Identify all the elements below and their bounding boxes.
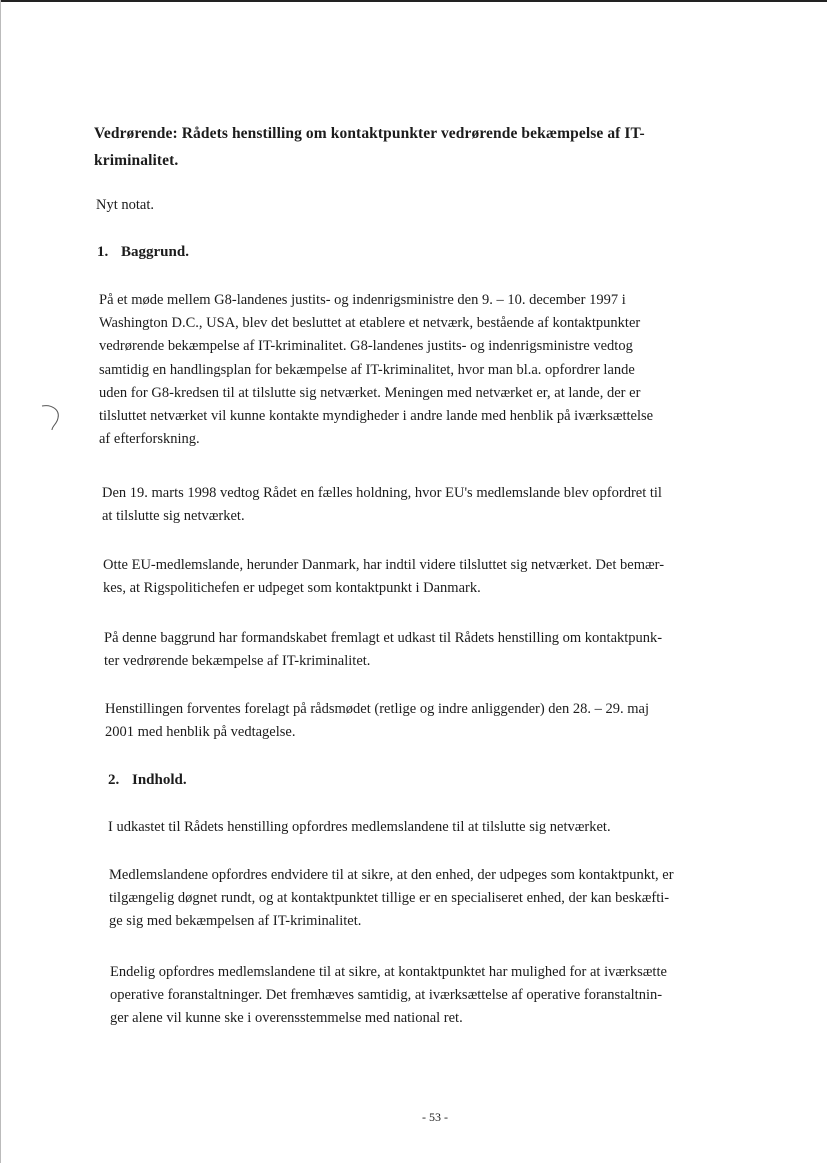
scan-mark xyxy=(36,398,66,438)
paragraph-line: vedrørende bekæmpelse af IT-kriminalitet. G8-landenes justits- og indenrigsministre vedtog xyxy=(99,338,633,355)
paragraph-line: Washington D.C., USA, blev det besluttet at etablere et netværk, bestående af kontaktpunkter xyxy=(99,315,641,332)
section-title: Baggrund. xyxy=(121,244,189,260)
paragraph-line: operative foranstaltninger. Det fremhæves samtidig, at iværksættelse af operative foranstaltnin- xyxy=(110,987,663,1004)
paragraph-line: 2001 med henblik på vedtagelse. xyxy=(105,724,296,741)
section-heading-1 xyxy=(97,244,189,261)
title-line: kriminalitet. xyxy=(94,152,179,169)
paragraph-line: samtidig en handlingsplan for bekæmpelse af IT-kriminalitet, hvor man bl.a. opfordrer lande xyxy=(99,361,635,378)
paragraph-line: Endelig opfordres medlemslandene til at sikre, at kontaktpunktet har mulighed for at iværksætte xyxy=(110,964,667,980)
paragraph-line: ter vedrørende bekæmpelse af IT-kriminalitet. xyxy=(104,653,371,670)
paragraph-5 xyxy=(105,698,649,744)
paragraph-8 xyxy=(110,961,667,1031)
paragraph-line: Otte EU-medlemslande, herunder Danmark, har indtil videre tilsluttet sig netværket. Det bemær- xyxy=(103,557,665,573)
title-line: Vedrørende: Rådets henstilling om kontaktpunkter vedrørende bekæmpelse af IT- xyxy=(94,125,645,142)
paragraph-line: På et møde mellem G8-landenes justits- og indenrigsministre den 9. – 10. december 1997 i xyxy=(99,292,626,308)
paragraph-line: ge sig med bekæmpelsen af IT-kriminalitet. xyxy=(109,913,362,930)
paragraph-line: På denne baggrund har formandskabet fremlagt et udkast til Rådets henstilling om kontaktpunk- xyxy=(104,630,663,646)
paragraph-4 xyxy=(104,627,662,673)
page-number: - 53 - xyxy=(422,1110,448,1124)
paragraph-line: Den 19. marts 1998 vedtog Rådet en fælles holdning, hvor EU's medlemslande blev opfordret til xyxy=(102,485,662,501)
section-heading-2 xyxy=(108,772,187,789)
paragraph-line: Henstillingen forventes forelagt på rådsmødet (retlige og indre anliggender) den 28. – 29. maj xyxy=(105,701,649,717)
paragraph-6 xyxy=(108,816,611,839)
paragraph-1 xyxy=(99,289,653,451)
paragraph-line: uden for G8-kredsen til at tilslutte sig netværket. Meningen med netværket er, at lande, der er xyxy=(99,384,641,401)
section-title: Indhold. xyxy=(132,772,187,788)
paragraph-2 xyxy=(102,482,662,528)
section-number: 2. xyxy=(108,772,120,788)
note-label: Nyt notat. xyxy=(96,197,154,213)
paragraph-line: tilsluttet netværket vil kunne kontakte myndigheder i andre lande med henblik på iværksættelse xyxy=(99,408,654,425)
paragraph-line: Medlemslandene opfordres endvidere til at sikre, at den enhed, der udpeges som kontaktpunkt, er xyxy=(109,867,674,883)
document-title xyxy=(94,120,714,174)
paragraph-3 xyxy=(103,554,664,600)
paragraph-line: kes, at Rigspolitichefen er udpeget som kontaktpunkt i Danmark. xyxy=(103,580,481,597)
paragraph-line: tilgængelig døgnet rundt, og at kontaktpunktet tillige er en specialiseret enhed, der kan beskæfti- xyxy=(109,890,670,907)
paragraph-line: ger alene vil kunne ske i overensstemmelse med national ret. xyxy=(110,1010,463,1027)
paragraph-line: at tilslutte sig netværket. xyxy=(102,508,245,525)
paragraph-7 xyxy=(109,864,674,934)
paragraph-line: I udkastet til Rådets henstilling opfordres medlemslandene til at tilslutte sig netværket. xyxy=(108,819,611,835)
paragraph-line: af efterforskning. xyxy=(99,431,200,448)
section-number: 1. xyxy=(97,244,109,260)
